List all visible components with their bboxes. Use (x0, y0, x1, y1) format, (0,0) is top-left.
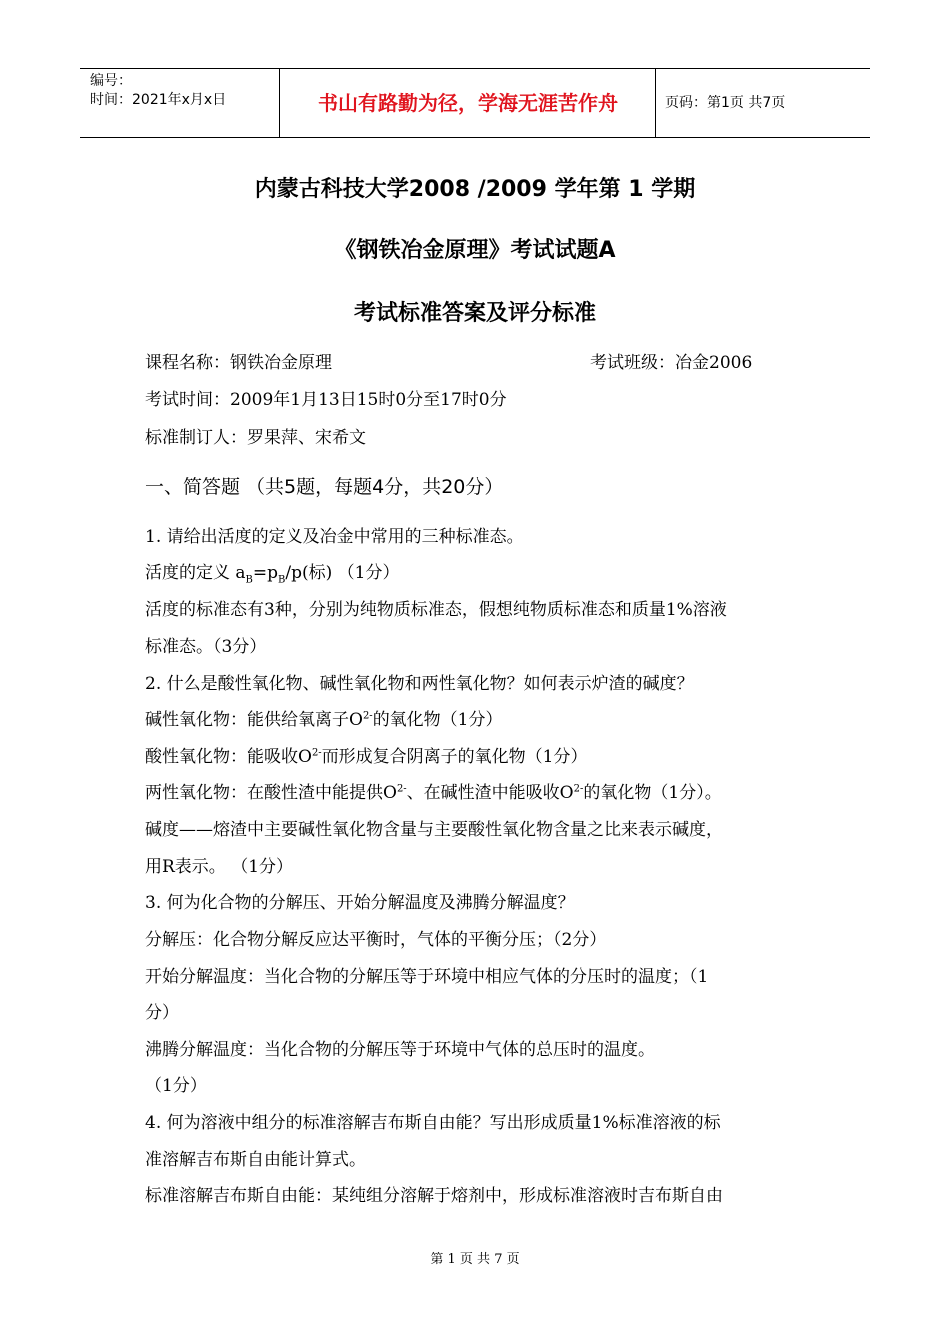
q3-initial-temp-cont: 分） (145, 1003, 179, 1023)
q4-answer: 标准溶解吉布斯自由能：某纯组分溶解于熔剂中，形成标准溶液时吉布斯自由 (145, 1186, 723, 1206)
q3-initial-temp: 开始分解温度：当化合物的分解压等于环境中相应气体的分压时的温度；（1 (145, 967, 709, 987)
section-heading: 一、简答题 （共5题，每题4分，共20分） (145, 476, 504, 498)
header-left-cell (80, 69, 280, 137)
q2-basicity: 碱度——熔渣中主要碱性氧化物含量与主要酸性氧化物含量之比来表示碱度， (145, 820, 723, 840)
q1-question: 1. 请给出活度的定义及冶金中常用的三种标准态。 (145, 527, 524, 547)
q2-question: 2. 什么是酸性氧化物、碱性氧化物和两性氧化物？如何表示炉渣的碱度？ (145, 674, 694, 694)
course-name: 课程名称：钢铁冶金原理 (145, 353, 332, 373)
q4-question: 4. 何为溶液中组分的标准溶解吉布斯自由能？写出形成质量1%标准溶液的标 (145, 1113, 721, 1133)
q1-standard-states: 活度的标准态有3种，分别为纯物质标准态，假想纯物质标准态和质量1%溶液 (145, 600, 727, 620)
exam-time: 考试时间：2009年1月13日15时0分至17时0分 (145, 390, 507, 410)
time-label: 时间：2021年x月x日 (90, 92, 227, 108)
q3-boiling-temp: 沸腾分解温度：当化合物的分解压等于环境中气体的总压时的温度。 (145, 1040, 655, 1060)
page-footer: 第 1 页 共 7 页 (430, 1252, 520, 1267)
q2-amphoteric-oxide: 两性氧化物：在酸性渣中能提供$O^{2-}$、在碱性渣中能吸收$O^{2-}$的氧化物（1分）。 (145, 783, 722, 803)
number-label: 编号： (90, 73, 132, 89)
q3-boiling-temp-cont: （1分） (145, 1076, 207, 1096)
q1-activity-definition: 活度的定义 $a_B=p_B/p$(标) （1分） (145, 563, 400, 586)
title-answer-key: 考试标准答案及评分标准 (353, 301, 596, 326)
standard-authors: 标准制订人：罗果萍、宋希文 (145, 428, 366, 448)
header-table (80, 68, 870, 138)
q2-acidic-oxide: 酸性氧化物：能吸收$O^{2-}$而形成复合阴离子的氧化物（1分） (145, 747, 588, 767)
page-label: 页码：第1页 共7页 (665, 95, 786, 111)
title-university-term: 内蒙古科技大学2008 /2009 学年第 1 学期 (254, 177, 696, 202)
q4-question-cont: 准溶解吉布斯自由能计算式。 (145, 1150, 366, 1170)
exam-class: 考试班级：冶金2006 (590, 353, 753, 373)
q3-decomposition-pressure: 分解压：化合物分解反应达平衡时，气体的平衡分压；（2分） (145, 930, 607, 950)
q3-question: 3. 何为化合物的分解压、开始分解温度及沸腾分解温度？ (145, 893, 575, 913)
title-exam-name: 《钢铁冶金原理》考试试题A (334, 238, 616, 263)
q1-standard-states-cont: 标准态。（3分） (145, 637, 267, 657)
q2-basicity-cont: 用R表示。 （1分） (145, 857, 294, 877)
motto: 书山有路勤为径，学海无涯苦作舟 (281, 69, 656, 137)
q2-basic-oxide: 碱性氧化物：能供给氧离子$O^{2-}$的氧化物（1分） (145, 710, 503, 730)
